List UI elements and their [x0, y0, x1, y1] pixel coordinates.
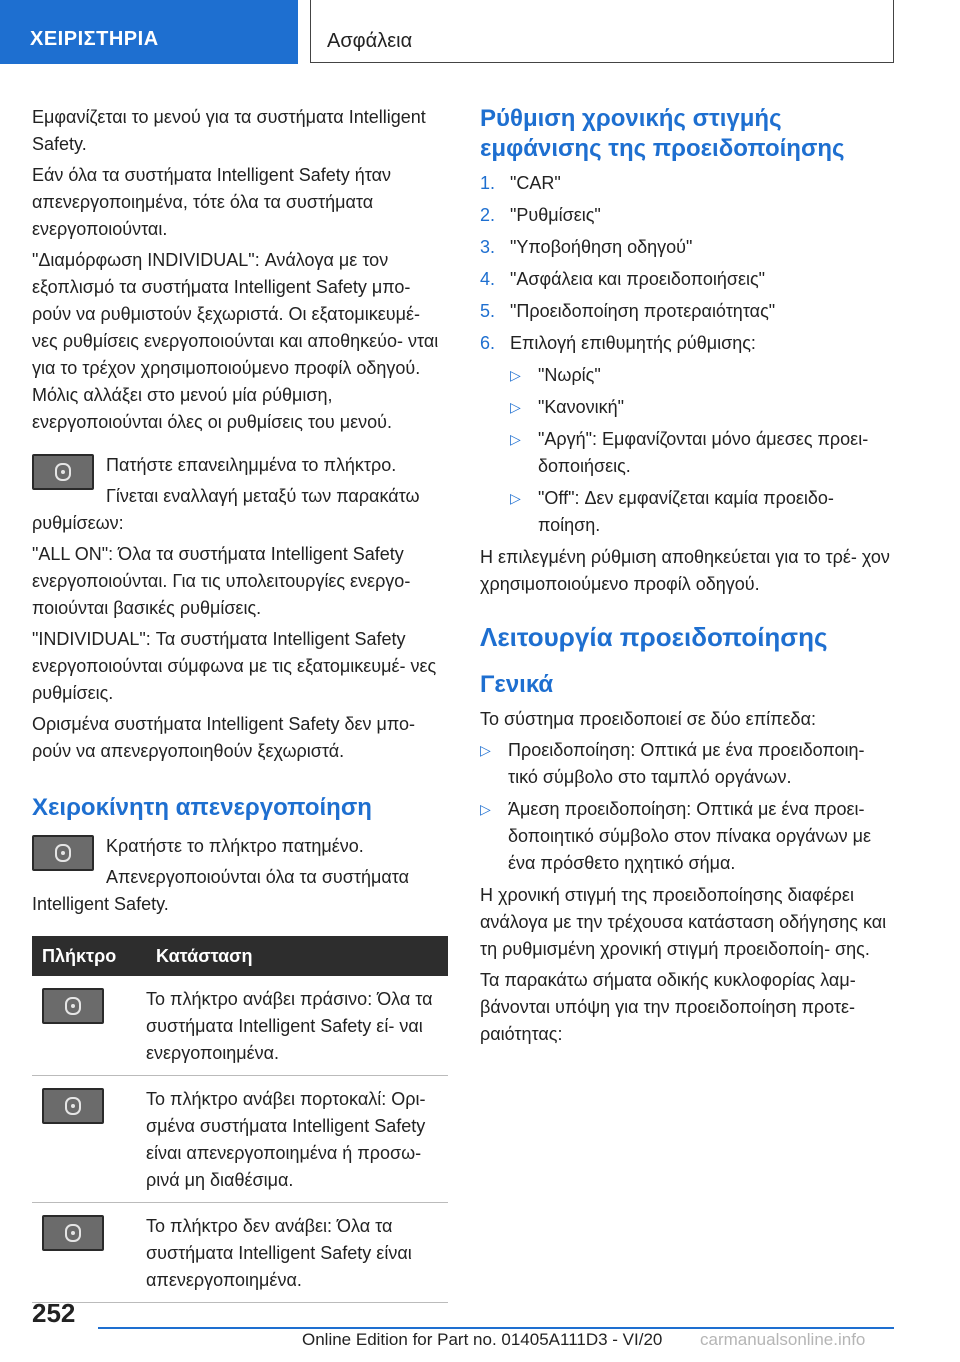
page-number: 252 — [32, 1298, 76, 1328]
list-item: ▷ Προειδοποίηση: Οπτικά με ένα προειδοποιη- τικό σύμβολο στο ταμπλό οργάνων. — [480, 737, 898, 791]
triangle-bullet-icon: ▷ — [480, 742, 491, 758]
list-item: 6. Επιλογή επιθυμητής ρύθμισης: — [480, 333, 756, 353]
state-text: Το πλήκτρο ανάβει πορτοκαλί: Ορι- σμένα συστήματα Intelligent Safety είναι απενεργοποιημένα ή προσω- ρινά μη διαθέσιμα. — [146, 1076, 448, 1203]
heading-manual-deactivation: Χειροκίνητη απενεργοποίηση — [32, 794, 372, 821]
list-item: ▷ "Νωρίς" — [510, 362, 898, 389]
triangle-bullet-icon: ▷ — [510, 367, 521, 383]
footer-rule — [98, 1327, 894, 1329]
paragraph-hold-key: Κρατήστε το πλήκτρο πατημένο. — [106, 836, 364, 856]
key-status-table — [32, 936, 448, 1303]
paragraph-all-on: "ALL ON": Όλα τα συστήματα Intelligent Safety ενεργοποιούνται. Για τις υπολειτουργίες ενεργο- ποιούνται βασικές ρυθμίσεις. — [32, 544, 411, 618]
triangle-bullet-icon: ▷ — [480, 801, 491, 817]
section-title: ΧΕΙΡΙΣΤΗΡΙΑ — [30, 28, 159, 50]
triangle-bullet-icon: ▷ — [510, 399, 521, 415]
list-item: 3. "Υποβοήθηση οδηγού" — [480, 237, 693, 257]
intelligent-safety-button-icon — [32, 835, 94, 871]
heading-warning-timing: Ρύθμιση χρονικής στιγμής εμφάνισης της προειδοποίησης — [480, 105, 845, 162]
list-item: 2. "Ρυθμίσεις" — [480, 205, 601, 225]
footer-edition: Online Edition for Part no. 01405A111D3 - VI/20 — [302, 1330, 663, 1349]
column-header-key: Πλήκτρο — [32, 936, 146, 976]
paragraph-press-repeat: Πατήστε επανειλημμένα το πλήκτρο. — [106, 455, 397, 475]
list-item: ▷ "Off": Δεν εμφανίζεται καμία προειδο- ποίηση. — [510, 485, 898, 539]
press-key-row — [32, 452, 448, 537]
state-text: Το πλήκτρο ανάβει πράσινο: Όλα τα συστήματα Intelligent Safety εί- ναι ενεργοποιημένα. — [146, 976, 448, 1076]
list-item: 1. "CAR" — [480, 173, 561, 193]
list-item: ▷ "Αργή": Εμφανίζονται μόνο άμεσες προει- δοποιήσεις. — [510, 426, 898, 480]
paragraph-saved: Η επιλεγμένη ρύθμιση αποθηκεύεται για το τρέ- χον χρησιμοποιούμενο προφίλ οδηγού. — [480, 547, 890, 594]
list-item: 4. "Ασφάλεια και προειδοποιήσεις" — [480, 269, 766, 289]
paragraph-deactivated: Απενεργοποιούνται όλα τα συστήματα Intelligent Safety. — [32, 867, 410, 914]
levels-list — [480, 737, 898, 877]
list-item: ▷ "Κανονική" — [510, 394, 898, 421]
left-column — [32, 104, 448, 1303]
table-header-row — [32, 936, 448, 976]
paragraph-all-off: Εάν όλα τα συστήματα Intelligent Safety ήταν απενεργοποιημένα, τότε όλα τα συστήματα ενεργοποιούνται. — [32, 165, 392, 239]
button-orange-icon — [42, 1088, 104, 1124]
heading-general: Γενικά — [480, 671, 554, 698]
paragraph-some-systems: Ορισμένα συστήματα Intelligent Safety δεν μπο- ρούν να απενεργοποιηθούν ξεχωριστά. — [32, 714, 416, 761]
list-item: ▷ Άμεση προειδοποίηση: Οπτικά με ένα προει- δοποιητικό σύμβολο στον πίνακα οργάνων με ένα πρόσθετο ηχητικό σήμα. — [480, 796, 898, 877]
hold-key-row — [32, 833, 448, 918]
triangle-bullet-icon: ▷ — [510, 431, 521, 447]
options-list — [510, 362, 898, 539]
steps-list — [480, 170, 898, 357]
heading-warning-function: Λειτουργία προειδοποίησης — [480, 622, 828, 652]
button-off-icon — [42, 1215, 104, 1251]
column-header-state: Κατάσταση — [146, 936, 448, 976]
state-text: Το πλήκτρο δεν ανάβει: Όλα τα συστήματα Intelligent Safety είναι απενεργοποιημένα. — [146, 1203, 448, 1303]
paragraph-individual-config: "Διαμόρφωση INDIVIDUAL": Ανάλογα με τον εξοπλισμό τα συστήματα Intelligent Safety μπο- ρούν να ρυθμιστούν ξεχωριστά. Οι εξατομικευμέ- νες ρυθμίσεις ενεργοποιούνται και αποθηκεύο- νται για το τρέχον χρησιμοποιούμενο προφίλ οδηγού. Μόλις αλλάξει στο μενού μία ρύθμιση, ενεργοποιούνται όλες οι ρυθμίσεις του μενού. — [32, 250, 439, 432]
chapter-title: Ασφάλεια — [327, 30, 413, 52]
intelligent-safety-button-icon — [32, 454, 94, 490]
paragraph-individual: "INDIVIDUAL": Τα συστήματα Intelligent Safety ενεργοποιούνται σύμφωνα με τις εξατομικευμέ- νες ρυθμίσεις. — [32, 629, 437, 703]
section-tab — [0, 0, 298, 64]
paragraph-signs: Τα παρακάτω σήματα οδικής κυκλοφορίας λαμ- βάνονται υπόψη για την προειδοποίηση προτε- ραιότητας: — [480, 970, 856, 1044]
paragraph-toggle: Γίνεται εναλλαγή μεταξύ των παρακάτω ρυθμίσεων: — [32, 486, 420, 533]
button-green-icon — [42, 988, 104, 1024]
triangle-bullet-icon: ▷ — [510, 490, 521, 506]
paragraph-timing-varies: Η χρονική στιγμή της προειδοποίησης διαφέρει ανάλογα με την τρέχουσα κατάσταση οδήγησης και τη ρυθμισμένη χρονική στιγμή προειδοποίη- σης. — [480, 885, 887, 959]
right-column — [480, 104, 898, 1052]
paragraph-two-levels: Το σύστημα προειδοποιεί σε δύο επίπεδα: — [480, 709, 816, 729]
table-row — [32, 1203, 448, 1303]
table-row — [32, 1076, 448, 1203]
footer-watermark: carmanualsonline.info — [700, 1330, 866, 1349]
table-row — [32, 976, 448, 1076]
paragraph-menu: Εμφανίζεται το μενού για τα συστήματα Intelligent Safety. — [32, 107, 426, 154]
list-item: 5. "Προειδοποίηση προτεραιότητας" — [480, 301, 776, 321]
chapter-box — [310, 0, 894, 63]
